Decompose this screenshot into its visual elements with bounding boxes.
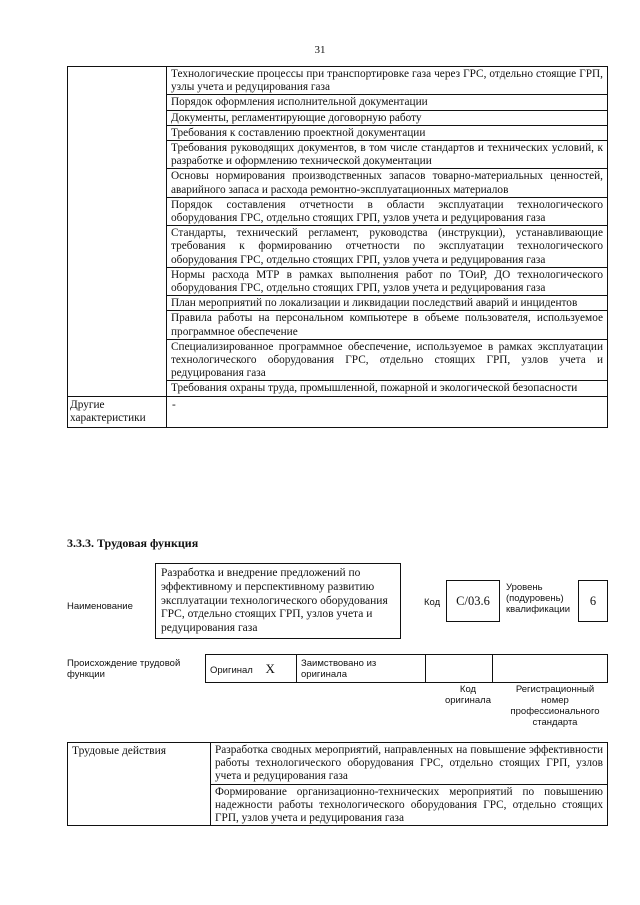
- knowledge-item: Нормы расхода МТР в рамках выполнения работ по ТОиР, ДО технологического оборудования ГРС, отдельно стоящих ГРП, узлов учета и редуцирования газа: [167, 268, 607, 296]
- level-value: 6: [578, 580, 608, 622]
- section-heading: 3.3.3. Трудовая функция: [67, 536, 199, 550]
- code-value: С/03.6: [446, 580, 500, 622]
- code-original-cell: [426, 655, 493, 683]
- borrowed-cell: Заимствовано из оригинала: [297, 655, 426, 683]
- original-label: Оригинал: [210, 664, 253, 676]
- level-label: Уровень (подуровень) квалификации: [506, 582, 571, 615]
- knowledge-item: Порядок оформления исполнительной документации: [167, 95, 607, 110]
- knowledge-item: Технологические процессы при транспортировке газа через ГРС, отдельно стоящие ГРП, узлы учета и редуцирования газа: [167, 67, 607, 95]
- knowledge-item: План мероприятий по локализации и ликвидации последствий аварий и инцидентов: [167, 296, 607, 311]
- reg-number-cell: [493, 655, 608, 683]
- knowledge-item: Документы, регламентирующие договорную работу: [167, 111, 607, 126]
- knowledge-item: Порядок составления отчетности в области эксплуатации технологического оборудования ГРС, отдельно стоящих ГРП, узлов учета и редуцирования газа: [167, 198, 607, 226]
- origin-table: [205, 654, 608, 683]
- knowledge-table: [67, 66, 608, 428]
- knowledge-item: Требования к составлению проектной документации: [167, 126, 607, 141]
- actions-items-cell: [211, 743, 608, 826]
- page-number: 31: [314, 44, 326, 56]
- function-name-box: Разработка и внедрение предложений по эффективному и перспективному развитию эксплуатации технологического оборудования ГРС, отдельно стоящих ГРП, узлов учета и редуцирования газа: [155, 563, 401, 639]
- actions-label: Трудовые действия: [68, 743, 211, 826]
- original-cell: [206, 655, 297, 683]
- knowledge-label-cell: [68, 67, 167, 397]
- reg-number-caption: Регистрационный номер профессионального стандарта: [510, 684, 600, 728]
- code-label: Код: [424, 597, 441, 608]
- other-characteristics-value: -: [167, 396, 608, 427]
- knowledge-item: Правила работы на персональном компьютере в объеме пользователя, используемое программное обеспечение: [167, 311, 607, 339]
- knowledge-item: Требования охраны труда, промышленной, пожарной и экологической безопасности: [171, 382, 578, 395]
- action-item: Формирование организационно-технических мероприятий по повышению надежности работы технологического оборудования ГРС, отдельно стоящих ГРП, узлов учета и редуцирования газа: [215, 785, 603, 825]
- knowledge-item: Специализированное программное обеспечение, используемое в рамках эксплуатации технологического оборудования ГРС, отдельно стоящих ГРП, узлов учета и редуцирования газа: [167, 340, 607, 382]
- name-label: Наименование: [67, 601, 133, 612]
- code-original-caption: Код оригинала: [444, 684, 491, 706]
- knowledge-item: Стандарты, технический регламент, руководства (инструкции), устанавливающие требования к формированию отчетности по эксплуатации технологического оборудования ГРС, отдельно стоящих ГРП, узлов учета и редуцирования газа: [167, 226, 607, 268]
- other-characteristics-row: [68, 396, 608, 427]
- knowledge-row: [68, 67, 608, 397]
- actions-table: [67, 742, 608, 826]
- original-mark: X: [265, 660, 275, 676]
- actions-row: [68, 743, 608, 826]
- origin-label: Происхождение трудовой функции: [67, 658, 181, 680]
- knowledge-items-cell: [167, 67, 608, 397]
- knowledge-item: Требования руководящих документов, в том числе стандартов и технических условий, к разработке и оформлению технической документации: [167, 141, 607, 169]
- other-characteristics-label: Другие характеристики: [68, 396, 167, 427]
- knowledge-item: Основы нормирования производственных запасов товарно-материальных ценностей, аварийного запаса и расхода ремонтно-эксплуатационных материалов: [167, 169, 607, 197]
- action-item: Разработка сводных мероприятий, направленных на повышение эффективности работы технологического оборудования ГРС, отдельно стоящих ГРП, узлов учета и редуцирования газа: [211, 743, 607, 785]
